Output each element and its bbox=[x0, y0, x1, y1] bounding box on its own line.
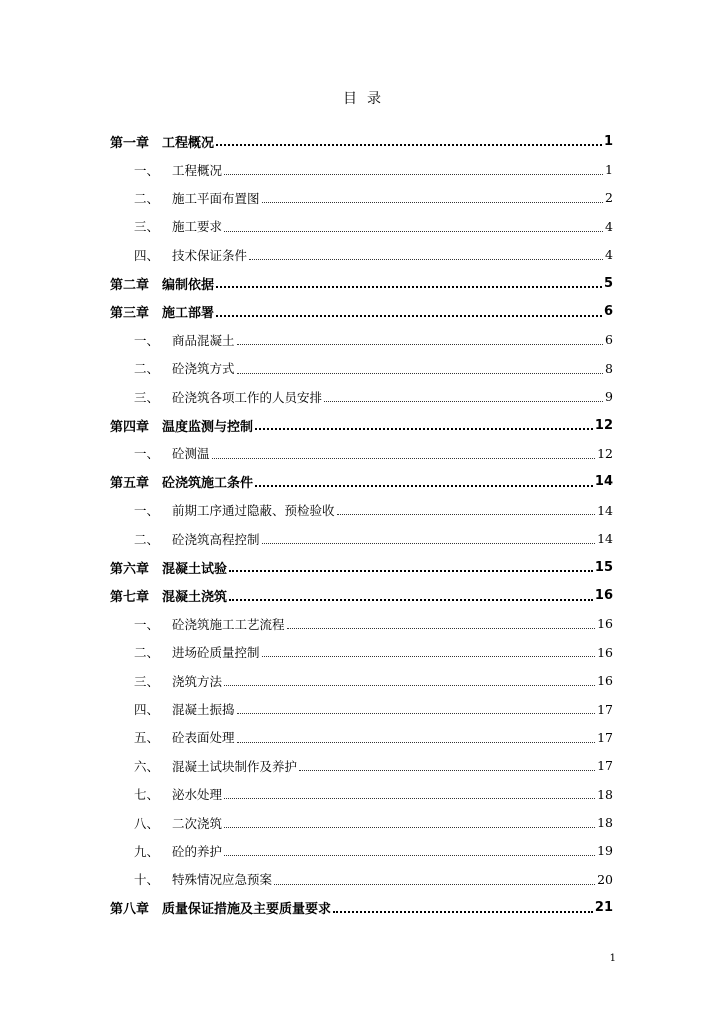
toc-section-entry[interactable] bbox=[0, 354, 724, 382]
toc-section-entry[interactable] bbox=[0, 723, 724, 751]
toc-entry-page: 12 bbox=[597, 445, 613, 461]
toc-section-entry[interactable] bbox=[0, 524, 724, 552]
toc-chapter-entry[interactable] bbox=[0, 269, 724, 297]
toc-entry-title: 编制依据 bbox=[162, 277, 215, 293]
toc-chapter-entry[interactable] bbox=[0, 894, 724, 922]
toc-entry-page: 16 bbox=[597, 616, 613, 632]
toc-section-entry[interactable] bbox=[0, 184, 724, 212]
toc-entry-page: 18 bbox=[597, 815, 613, 831]
toc-entry-number: 第五章 bbox=[110, 476, 150, 492]
toc-entry-number: 第七章 bbox=[110, 589, 150, 605]
toc-entry-number: 一、 bbox=[134, 616, 160, 632]
toc-dot-leader bbox=[229, 599, 593, 601]
toc-entry-title: 浇筑方法 bbox=[172, 673, 223, 689]
toc-entry-number: 一、 bbox=[134, 446, 160, 462]
toc-entry-title: 砼测温 bbox=[172, 446, 210, 462]
toc-entry-number: 第三章 bbox=[110, 306, 150, 322]
toc-entry-page: 5 bbox=[603, 275, 613, 291]
toc-dot-leader bbox=[237, 713, 596, 714]
toc-section-entry[interactable] bbox=[0, 241, 724, 269]
toc-entry-title: 砼浇筑高程控制 bbox=[172, 531, 260, 547]
toc-dot-leader bbox=[212, 458, 596, 459]
toc-entry-title: 施工平面布置图 bbox=[172, 190, 260, 206]
toc-entry-number: 一、 bbox=[134, 503, 160, 519]
toc-entry-page: 16 bbox=[597, 673, 613, 689]
toc-section-entry[interactable] bbox=[0, 155, 724, 183]
toc-section-entry[interactable] bbox=[0, 666, 724, 694]
toc-entry-page: 4 bbox=[605, 247, 613, 263]
toc-entry-page: 17 bbox=[597, 729, 613, 745]
toc-entry-title: 二次浇筑 bbox=[172, 815, 223, 831]
toc-entry-page: 17 bbox=[597, 758, 613, 774]
toc-entry-title: 砼浇筑各项工作的人员安排 bbox=[172, 389, 323, 405]
toc-entry-number: 第二章 bbox=[110, 277, 150, 293]
toc-dot-leader bbox=[262, 543, 596, 544]
toc-entry-number: 三、 bbox=[134, 673, 160, 689]
toc-entry-page: 6 bbox=[605, 332, 613, 348]
toc-entry-number: 九、 bbox=[134, 843, 160, 859]
toc-entry-title: 技术保证条件 bbox=[172, 247, 248, 263]
toc-entry-page: 1 bbox=[603, 133, 613, 149]
toc-entry-title: 混凝土振捣 bbox=[172, 702, 235, 717]
toc-section-entry[interactable] bbox=[0, 326, 724, 354]
toc-entry-number: 二、 bbox=[134, 645, 160, 661]
toc-chapter-entry[interactable] bbox=[0, 297, 724, 325]
table-of-contents bbox=[0, 127, 724, 922]
toc-dot-leader bbox=[224, 231, 603, 232]
toc-entry-title: 砼的养护 bbox=[172, 843, 223, 859]
toc-entry-number: 十、 bbox=[134, 872, 160, 888]
toc-entry-number: 第四章 bbox=[110, 419, 150, 435]
toc-entry-title: 砼浇筑施工条件 bbox=[162, 476, 254, 492]
toc-section-entry[interactable] bbox=[0, 383, 724, 411]
toc-dot-leader bbox=[224, 798, 595, 799]
toc-dot-leader bbox=[216, 286, 602, 288]
toc-entry-title: 进场砼质量控制 bbox=[172, 645, 260, 661]
toc-entry-number: 八、 bbox=[134, 815, 160, 831]
toc-dot-leader bbox=[224, 174, 603, 175]
toc-entry-number: 二、 bbox=[134, 531, 160, 547]
toc-dot-leader bbox=[274, 884, 595, 885]
toc-dot-leader bbox=[237, 742, 596, 743]
toc-entry-title: 砼浇筑方式 bbox=[172, 361, 235, 377]
toc-entry-page: 1 bbox=[605, 162, 613, 178]
toc-entry-page: 9 bbox=[605, 389, 613, 405]
toc-section-entry[interactable] bbox=[0, 439, 724, 467]
toc-entry-number: 四、 bbox=[134, 702, 160, 717]
toc-entry-title: 质量保证措施及主要质量要求 bbox=[162, 902, 332, 918]
toc-section-entry[interactable] bbox=[0, 808, 724, 836]
toc-entry-page: 21 bbox=[594, 900, 613, 916]
toc-section-entry[interactable] bbox=[0, 638, 724, 666]
toc-entry-page: 8 bbox=[605, 360, 613, 376]
toc-entry-page: 14 bbox=[594, 474, 613, 490]
toc-entry-number: 第八章 bbox=[110, 902, 150, 918]
toc-entry-number: 二、 bbox=[134, 190, 160, 206]
toc-entry-number: 六、 bbox=[134, 758, 160, 774]
toc-dot-leader bbox=[216, 315, 602, 317]
toc-entry-page: 6 bbox=[603, 304, 613, 320]
toc-dot-leader bbox=[237, 373, 604, 374]
toc-entry-page: 12 bbox=[594, 417, 613, 433]
footer-page-number: 1 bbox=[609, 953, 616, 964]
toc-entry-title: 工程概况 bbox=[162, 135, 215, 151]
toc-entry-title: 施工部署 bbox=[162, 306, 215, 322]
toc-entry-number: 四、 bbox=[134, 247, 160, 263]
toc-entry-number: 一、 bbox=[134, 332, 160, 348]
toc-dot-leader bbox=[224, 827, 595, 828]
toc-section-entry[interactable] bbox=[0, 496, 724, 524]
toc-chapter-entry[interactable] bbox=[0, 581, 724, 609]
toc-entry-page: 20 bbox=[597, 871, 613, 887]
toc-section-entry[interactable] bbox=[0, 695, 724, 723]
toc-entry-title: 商品混凝土 bbox=[172, 332, 235, 348]
toc-entry-number: 第六章 bbox=[110, 561, 150, 577]
toc-entry-title: 砼浇筑施工工艺流程 bbox=[172, 616, 285, 632]
toc-entry-number: 一、 bbox=[134, 162, 160, 178]
toc-dot-leader bbox=[216, 144, 602, 146]
toc-chapter-entry[interactable] bbox=[0, 411, 724, 439]
toc-dot-leader bbox=[249, 259, 603, 260]
toc-entry-page: 18 bbox=[597, 786, 613, 802]
toc-entry-page: 17 bbox=[597, 701, 613, 717]
toc-entry-page: 4 bbox=[605, 218, 613, 234]
page-title: 目录 bbox=[343, 91, 391, 107]
toc-section-entry[interactable] bbox=[0, 865, 724, 893]
toc-entry-page: 14 bbox=[597, 531, 613, 547]
toc-entry-number: 三、 bbox=[134, 219, 160, 235]
toc-entry-number: 二、 bbox=[134, 361, 160, 377]
toc-chapter-entry[interactable] bbox=[0, 553, 724, 581]
toc-dot-leader bbox=[224, 685, 595, 686]
toc-dot-leader bbox=[337, 514, 596, 515]
toc-dot-leader bbox=[255, 485, 593, 487]
toc-dot-leader bbox=[299, 770, 595, 771]
toc-dot-leader bbox=[262, 202, 604, 203]
toc-entry-title: 混凝土浇筑 bbox=[162, 589, 228, 605]
toc-entry-title: 砼表面处理 bbox=[172, 730, 235, 746]
toc-entry-title: 特殊情况应急预案 bbox=[172, 872, 273, 888]
toc-entry-page: 15 bbox=[594, 559, 613, 575]
toc-entry-page: 16 bbox=[597, 644, 613, 660]
toc-entry-title: 施工要求 bbox=[172, 219, 223, 235]
toc-entry-number: 五、 bbox=[134, 730, 160, 746]
toc-entry-title: 混凝土试验 bbox=[162, 561, 228, 577]
toc-dot-leader bbox=[229, 570, 593, 572]
toc-section-entry[interactable] bbox=[0, 610, 724, 638]
toc-chapter-entry[interactable] bbox=[0, 127, 724, 155]
toc-entry-title: 混凝土试块制作及养护 bbox=[172, 758, 298, 774]
toc-entry-title: 工程概况 bbox=[172, 162, 223, 178]
toc-entry-number: 三、 bbox=[134, 389, 160, 405]
toc-section-entry[interactable] bbox=[0, 780, 724, 808]
toc-entry-title: 前期工序通过隐蔽、预检验收 bbox=[172, 503, 335, 519]
toc-section-entry[interactable] bbox=[0, 837, 724, 865]
toc-section-entry[interactable] bbox=[0, 212, 724, 240]
toc-dot-leader bbox=[262, 656, 596, 657]
toc-dot-leader bbox=[255, 428, 593, 430]
toc-dot-leader bbox=[224, 855, 595, 856]
toc-dot-leader bbox=[324, 401, 603, 402]
toc-entry-page: 19 bbox=[597, 843, 613, 859]
toc-entry-title: 泌水处理 bbox=[172, 787, 223, 803]
toc-entry-title: 温度监测与控制 bbox=[162, 419, 254, 435]
toc-entry-page: 2 bbox=[605, 190, 613, 206]
toc-section-entry[interactable] bbox=[0, 752, 724, 780]
toc-dot-leader bbox=[237, 344, 604, 345]
toc-entry-number: 七、 bbox=[134, 787, 160, 803]
toc-entry-page: 14 bbox=[597, 502, 613, 518]
toc-entry-number: 第一章 bbox=[110, 135, 150, 151]
toc-entry-page: 16 bbox=[594, 587, 613, 603]
toc-dot-leader bbox=[287, 628, 596, 629]
toc-dot-leader bbox=[333, 911, 593, 913]
toc-chapter-entry[interactable] bbox=[0, 468, 724, 496]
